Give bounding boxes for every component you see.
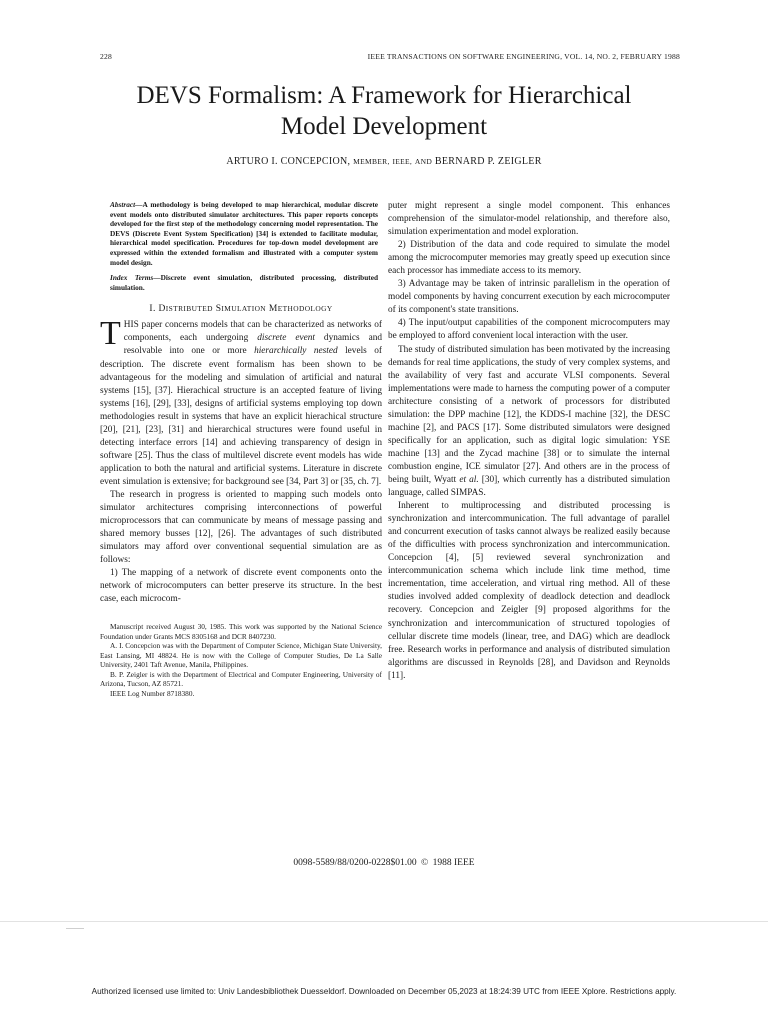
section-word-3-initial: M	[268, 304, 278, 315]
section-word-2-rest: IMULATION	[221, 304, 267, 314]
abstract-lead: Abstract	[110, 200, 136, 209]
author-line	[84, 156, 684, 167]
page-header	[88, 52, 680, 66]
copyright-year: 1988 IEEE	[432, 858, 475, 868]
footnote: IEEE Log Number 8718380.	[110, 688, 195, 698]
body-paragraph: 3) Advantage may be taken of intrinsic parallelism in the operation of model components by having concurrent execution by each microcomputer of its component's state transitions.	[388, 279, 670, 316]
body-paragraph: 4) The input/output capabilities of the component microcomputers may be employed to afford convenient local interaction with the user.	[388, 318, 670, 342]
license-notice: Authorized licensed use limited to: Univ Landesbibliothek Duesseldorf. Downloaded on December 05,2023 at 18:24:39 UTC from IEEE Xplore. Restrictions apply.	[91, 987, 677, 996]
section-number: I.	[149, 304, 156, 315]
footnote: B. P. Zeigler is with the Department of Electrical and Computer Engineering, University of Arizona, Tucson, AZ 85721.	[100, 669, 382, 689]
right-column	[388, 200, 670, 683]
paper-title	[84, 80, 684, 142]
and-label: AND	[414, 157, 433, 166]
footnotes	[100, 622, 382, 698]
body-paragraph	[388, 344, 670, 501]
author-1: ARTURO I. CONCEPCION,	[226, 156, 351, 167]
index-terms-lead: Index Terms	[110, 273, 154, 283]
author-2: BERNARD P. ZEIGLER	[434, 156, 542, 167]
index-terms-text: —Discrete event simulation, distributed processing, distributed simulation.	[110, 273, 379, 292]
body-text: levels of description. The discrete event formalism has been shown to be advantageous for the modeling and simulation of artificial and natural systems [15], [37]. Hierachical structure is an accepted feature of living systems [16], [29], [33], designs of artificial systems employing top down methodologies result in systems that have an explicit hierachical structure [20], [21], [23], [31] and hierarchical structures were found useful in detecting interface errors [14] and achieving transparency of design in software [25]. Thus the class of multilevel discrete event models has wide application to both the natural and artificial systems. Literature in discrete event simulation is extensive; for background see [34, Part 3] or [35, ch. 7].	[100, 346, 382, 487]
page-number: 228	[100, 52, 112, 61]
copyright-line	[84, 858, 684, 868]
body-paragraph: The research in progress is oriented to mapping such models onto simulator architectures comprising interconnections of powerful microprocessors that can communicate by means of message passing and shared memory busses [12], [26]. The advantages of such distributed simulators may afford over conventional sequential simulation are as follows:	[100, 490, 382, 566]
index-terms	[100, 273, 382, 292]
abstract	[100, 200, 382, 267]
section-word-1-initial: D	[158, 304, 166, 315]
title-line-1: DEVS Formalism: A Framework for Hierarchical	[136, 82, 632, 109]
section-word-1-rest: ISTRIBUTED	[165, 304, 213, 314]
scan-crease	[0, 921, 768, 922]
body-text: dynamics and resolvable into one or more	[123, 333, 382, 357]
footnote: A. I. Concepcion was with the Department of Computer Science, Michigan State University, East Lansing, MI 48824. He is now with the College of Computer Studies, De La Salle University, 2401 Taft Avenue, Manila, Philippines.	[100, 641, 382, 670]
title-line-2: Model Development	[280, 113, 488, 140]
italic-term: hierarchically nested	[254, 346, 338, 357]
body-paragraph: 1) The mapping of a network of discrete event components onto the network of microcomputers can better preserve its structure. In the best case, each microcom-	[100, 568, 382, 605]
section-word-2-initial: S	[215, 304, 222, 315]
left-column	[100, 200, 382, 698]
body-paragraph	[100, 315, 382, 489]
abstract-text: —A methodology is being developed to map hierarchical, modular discrete event models onto distributed simulator architectures. This paper reports concepts developed for the first step of the methodology concerning model representation. The DEVS (Discrete Event System Specification) [34] is extended to facilitate modular, hierarchical model specification. Procedures for top-down model development are expressed within the extended formalism and illustrated with a computer system model design.	[110, 200, 378, 267]
scan-mark	[66, 928, 84, 929]
drop-cap: T	[100, 315, 121, 353]
body-text: HIS paper concerns models that can be characterized as networks of components, each undergoing	[123, 320, 382, 344]
italic-term: discrete event	[257, 333, 315, 344]
body-text: [30], which currently has a distributed simulation language, called SIMPAS.	[388, 474, 670, 499]
copyright-symbol: ©	[421, 858, 429, 868]
body-paragraph: 2) Distribution of the data and code required to simulate the model among the microcomputer memories may greatly speed up execution since each processor has immediate access to its memory.	[388, 240, 670, 277]
member-label: MEMBER,	[353, 157, 390, 166]
italic-term: et al.	[459, 474, 479, 485]
body-text: The study of distributed simulation has been motivated by the increasing demands for real time applications, the study of very complex systems, and the availability of very fast and accurate VLSI components. Several implementations were made to harness the computing power of a computer architecture consisting of a network of processors for distributed simulation: the DPP machine [12], the KDDS-I machine [32], the DESC machine [2], and PACS [17]. Some distributed simulators were designed specifically for an application, such as digital logic simulation: YSE machine [13] and the Zycad machine [38] or to simulate the internal combustion engine, ICE simulator [27]. And others are in the process of being built, Wyatt	[388, 344, 670, 485]
copyright-code: 0098-5589/88/0200-0228$01.00	[293, 858, 417, 868]
body-paragraph: Inherent to multiprocessing and distributed processing is synchronization and intercommunication. The full advantage of parallel and concurrent execution of tasks cannot always be realized easily because of the difficulties with process synchronization and intercommunication. Concepcion [4], [5] reviewed several synchronization and intercommunication schema which include link time method, time incrementation, time acceleration, and virtual ring method. All of these studies involved added complexity of deadlock detection and deadlock recovery. Concepcion and Zeigler [9] proposed algorithms for the synchronization and intercommunication of structured topologies of cellular discrete time models (linear, tree, and DAG) which are deadlock free. Research works in performance and analysis of distributed simulation algorithms are discussed in Reynolds [28], and Davidson and Reynolds [11].	[388, 501, 670, 681]
section-heading	[100, 302, 382, 316]
running-head: IEEE TRANSACTIONS ON SOFTWARE ENGINEERING, VOL. 14, NO. 2, FEBRUARY 1988	[367, 52, 680, 61]
footnote: Manuscript received August 30, 1985. This work was supported by the National Science Foundation under Grants MCS 8305168 and DCR 8407230.	[100, 622, 382, 641]
body-paragraph: puter might represent a single model component. This enhances comprehension of the simulator-model relationship, and therefore also, simulation experimentation and model exploration.	[388, 201, 670, 238]
ieee-label: IEEE,	[392, 157, 413, 166]
section-word-3-rest: ETHODOLOGY	[277, 304, 333, 314]
